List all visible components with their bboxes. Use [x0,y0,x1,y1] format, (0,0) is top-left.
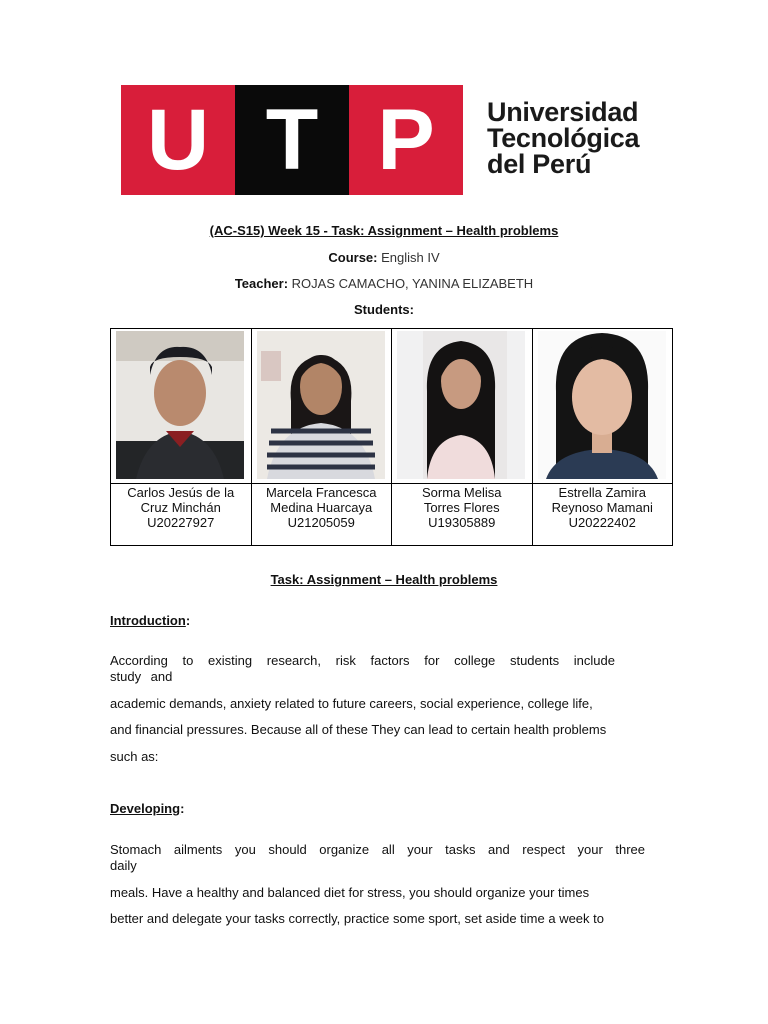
photo-cell [532,329,673,484]
student-cell [392,484,533,546]
teacher-line [0,276,768,291]
intro-line: According to existing research, risk factors for college students include [110,653,615,668]
university-name-line2: Tecnológica [487,123,640,153]
course-label: Course: [328,250,378,265]
student-photo [116,331,244,479]
teacher-label: Teacher: [234,276,289,291]
course-value: English IV [377,250,440,265]
students-label: Students: [354,302,414,317]
university-name-line1: Universidad [487,97,639,127]
utp-logo [121,85,651,195]
logo-letter-p: P [377,92,435,188]
intro-line: academic demands, anxiety related to future careers, social experience, college life, [110,696,593,711]
introduction-heading-colon: : [185,613,191,628]
student-cell [111,484,252,546]
intro-line: study and [110,669,173,684]
document-title: (AC-S15) Week 15 - Task: Assignment – Health problems [209,223,559,238]
logo-letter-t: T [265,92,319,188]
developing-line: Stomach ailments you should organize all your tasks and respect your three [110,842,645,857]
student-photo [257,331,385,479]
student-cell [251,484,392,546]
photo-cell [392,329,533,484]
task-title: Task: Assignment – Health problems [270,572,498,587]
university-name [487,99,639,177]
logo-letter-u: U [146,92,210,188]
student-id: U21205059 [287,515,355,530]
names-row [111,484,673,546]
student-name-line1: Sorma Melisa [422,485,502,500]
course-line [0,250,768,265]
developing-heading-colon: : [180,801,185,816]
developing-heading-text: Developing [110,801,181,816]
intro-line: and financial pressures. Because all of these They can lead to certain health problems [110,722,607,737]
photo-cell [251,329,392,484]
intro-line: such as: [110,749,159,764]
developing-heading [110,801,655,817]
introduction-heading [110,613,655,629]
student-name-line1: Estrella Zamira [558,485,646,500]
student-id: U20222402 [568,515,636,530]
introduction-heading-text: Introduction [110,613,186,628]
developing-line: better and delegate your tasks correctly, practice some sport, set aside time a week to [110,911,604,926]
student-id: U19305889 [428,515,496,530]
student-photo [538,331,666,479]
student-id: U20227927 [147,515,215,530]
student-photo [397,331,525,479]
students-table [110,328,673,546]
photos-row [111,329,673,484]
student-cell [532,484,673,546]
university-name-line3: del Perú [487,149,592,179]
developing-line: daily [110,858,137,873]
photo-cell [111,329,252,484]
student-name-line2: Medina Huarcaya [270,500,373,515]
student-name-line2: Torres Flores [423,500,500,515]
student-name-line2: Reynoso Mamani [551,500,653,515]
student-name-line2: Cruz Minchán [140,500,221,515]
student-name-line1: Carlos Jesús de la [127,485,235,500]
developing-line: meals. Have a healthy and balanced diet for stress, you should organize your times [110,885,590,900]
teacher-value: ROJAS CAMACHO, YANINA ELIZABETH [288,276,534,291]
student-name-line1: Marcela Francesca [265,485,377,500]
